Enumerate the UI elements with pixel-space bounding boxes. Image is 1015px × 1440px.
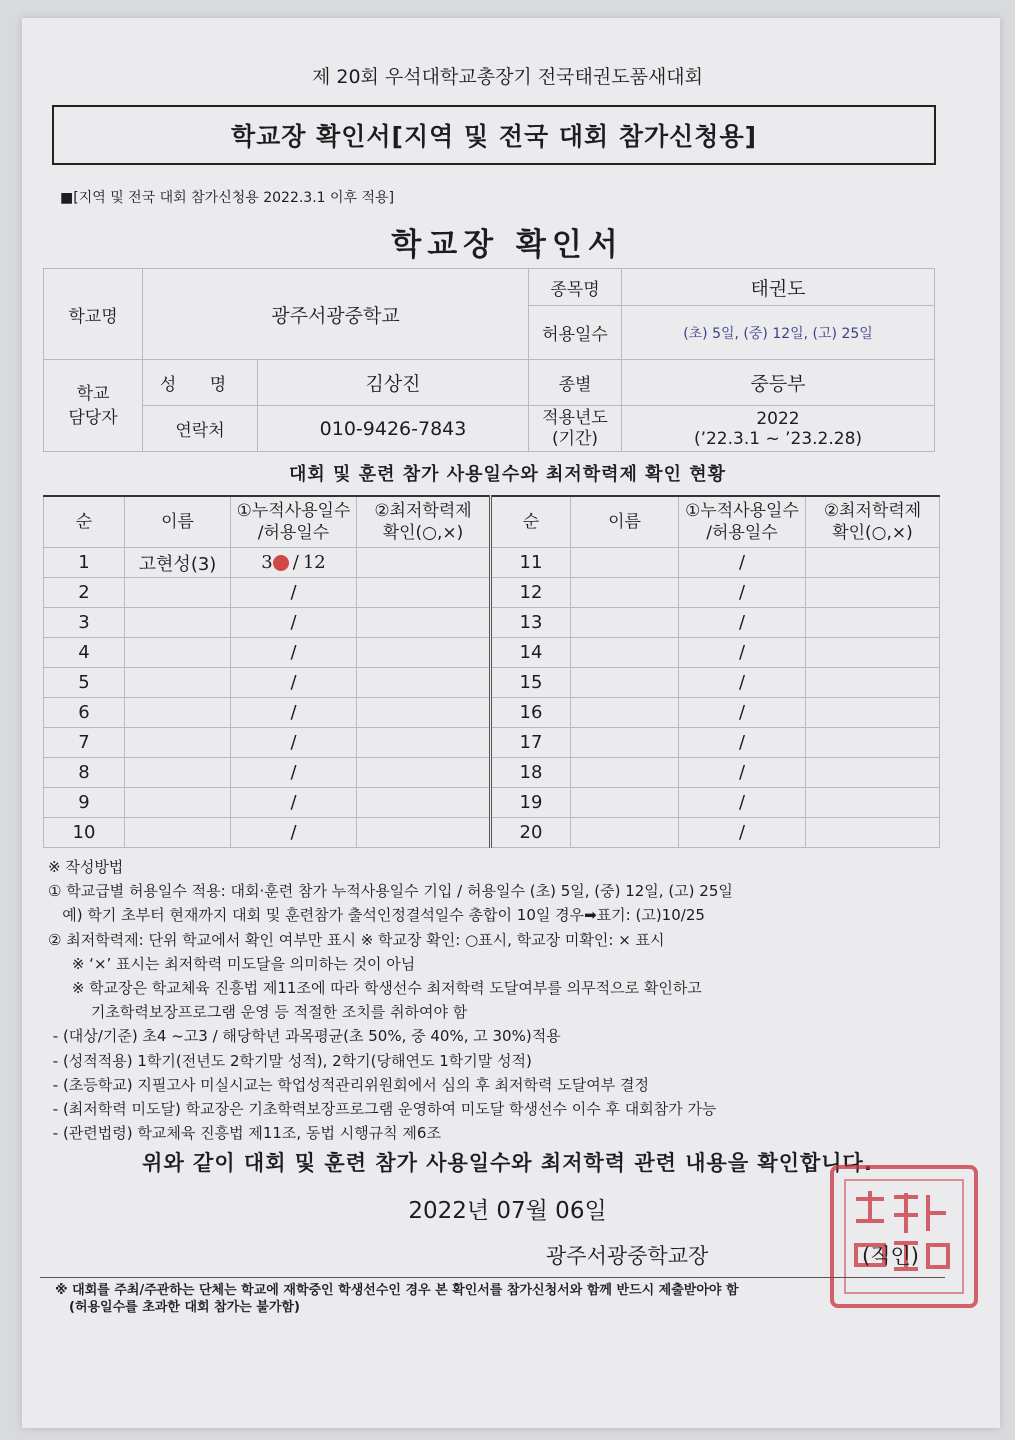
instruction-line: - (성적적용) 1학기(전년도 2학기말 성적), 2학기(당해연도 1학기말 성적) bbox=[48, 1051, 532, 1070]
check-cell bbox=[806, 608, 940, 638]
days-cell: / bbox=[679, 578, 806, 608]
school-label: 학교명 bbox=[44, 269, 143, 360]
row-number: 17 bbox=[491, 728, 571, 758]
instruction-line: ① 학교급별 허용일수 적용: 대회·훈련 참가 누적사용일수 기입 / 허용일수 (초) 5일, (중) 12일, (고) 25일 bbox=[48, 882, 733, 901]
row-number: 10 bbox=[44, 818, 125, 848]
row-number: 20 bbox=[491, 818, 571, 848]
check-cell bbox=[806, 548, 940, 578]
instruction-line: - (관련법령) 학교체육 진흥법 제11조, 동법 시행규칙 제6조 bbox=[48, 1124, 441, 1143]
contact-value: 010-9426-7843 bbox=[258, 406, 529, 452]
table-row bbox=[44, 578, 940, 608]
days-cell: / bbox=[679, 548, 806, 578]
check-cell bbox=[806, 698, 940, 728]
instructions bbox=[48, 855, 948, 1145]
table-row bbox=[44, 788, 940, 818]
check-cell bbox=[357, 788, 491, 818]
days-cell: / bbox=[231, 728, 357, 758]
days-cell: / bbox=[231, 668, 357, 698]
days-cell: / bbox=[679, 818, 806, 848]
check-cell bbox=[806, 788, 940, 818]
student-name bbox=[125, 818, 231, 848]
check-cell bbox=[357, 728, 491, 758]
col-days-right: ①누적사용일수 /허용일수 bbox=[679, 496, 806, 548]
table-row bbox=[44, 758, 940, 788]
row-number: 15 bbox=[491, 668, 571, 698]
days-cell: / bbox=[679, 728, 806, 758]
check-cell bbox=[357, 608, 491, 638]
instruction-line: ※ ‘×’ 표시는 최저학력 미도달을 의미하는 것이 아님 bbox=[48, 954, 416, 973]
row-number: 12 bbox=[491, 578, 571, 608]
table-row bbox=[44, 698, 940, 728]
days-cell: / bbox=[231, 638, 357, 668]
instruction-line: ② 최저학력제: 단위 학교에서 확인 여부만 표시 ※ 학교장 확인: ○표시, 학교장 미확인: × 표시 bbox=[48, 930, 665, 949]
row-number: 19 bbox=[491, 788, 571, 818]
instruction-line: 기초학력보장프로그램 운영 등 적절한 조치를 취하여야 함 bbox=[48, 1003, 468, 1022]
check-cell bbox=[357, 818, 491, 848]
check-cell bbox=[806, 638, 940, 668]
footnote-line-2: (허용일수를 초과한 대회 참가는 불가함) bbox=[69, 1300, 300, 1315]
check-cell bbox=[357, 578, 491, 608]
row-number: 11 bbox=[491, 548, 571, 578]
document-heading-box: 학교장 확인서[지역 및 전국 대회 참가신청용] bbox=[52, 105, 936, 165]
days-cell: / bbox=[231, 608, 357, 638]
instruction-line: - (최저학력 미도달) 학교장은 기초학력보장프로그램 운영하여 미도달 학생선수 이수 후 대회참가 가능 bbox=[48, 1100, 717, 1119]
col-name-right: 이름 bbox=[571, 496, 679, 548]
col-name-left: 이름 bbox=[125, 496, 231, 548]
footer-divider bbox=[40, 1277, 945, 1278]
check-cell bbox=[806, 578, 940, 608]
days-value: (초) 5일, (중) 12일, (고) 25일 bbox=[622, 306, 935, 360]
name-label: 성 명 bbox=[143, 360, 258, 406]
issue-date: 2022년 07월 06일 bbox=[408, 1198, 607, 1224]
student-name bbox=[571, 728, 679, 758]
row-number: 18 bbox=[491, 758, 571, 788]
year-value: 2022 bbox=[756, 408, 800, 429]
check-cell bbox=[806, 758, 940, 788]
division-value: 중등부 bbox=[622, 360, 935, 406]
official-seal bbox=[830, 1165, 978, 1308]
event-value: 태권도 bbox=[622, 269, 935, 306]
row-number: 8 bbox=[44, 758, 125, 788]
correction-stamp bbox=[273, 555, 289, 571]
row-number: 16 bbox=[491, 698, 571, 728]
principal-title: 광주서광중학교장 bbox=[546, 1244, 709, 1268]
days-cell: / bbox=[231, 698, 357, 728]
row-number: 13 bbox=[491, 608, 571, 638]
student-name bbox=[125, 758, 231, 788]
days-cell: / bbox=[231, 758, 357, 788]
instruction-line: - (대상/기준) 초4 ~고3 / 해당학년 과목평균(초 50%, 중 40%, 고 30%)적용 bbox=[48, 1027, 561, 1046]
student-name bbox=[125, 638, 231, 668]
confirm-statement: 위와 같이 대회 및 훈련 참가 사용일수와 최저학력 관련 내용을 확인합니다. bbox=[142, 1151, 873, 1175]
usage-section-title: 대회 및 훈련 참가 사용일수와 최저학력제 확인 현황 bbox=[288, 464, 726, 485]
col-check-right: ②최저학력제 확인(○,×) bbox=[806, 496, 940, 548]
instruction-line: 예) 학기 초부터 현재까지 대회 및 훈련참가 출석인정결석일수 총합이 10일 경우➡표기: (고)10/25 bbox=[48, 906, 705, 925]
instruction-line: ※ 작성방법 bbox=[48, 858, 124, 876]
used-days: 3 bbox=[261, 552, 273, 573]
check-cell bbox=[357, 548, 491, 578]
event-title: 제 20회 우석대학교총장기 전국태권도품새대회 bbox=[311, 66, 704, 88]
row-number: 1 bbox=[44, 548, 125, 578]
check-cell bbox=[357, 698, 491, 728]
instruction-line: ※ 학교장은 학교체육 진흥법 제11조에 따라 학생선수 최저학력 도달여부를 의무적으로 확인하고 bbox=[48, 979, 702, 998]
manager-label: 학교 담당자 bbox=[44, 360, 143, 452]
check-cell bbox=[357, 668, 491, 698]
row-number: 7 bbox=[44, 728, 125, 758]
student-name bbox=[571, 758, 679, 788]
check-cell bbox=[806, 728, 940, 758]
instruction-line: - (초등학교) 지필고사 미실시교는 학업성적관리위원회에서 심의 후 최저학력 도달여부 결정 bbox=[48, 1075, 649, 1094]
footnote-line-1: ※ 대회를 주최/주관하는 단체는 학교에 재학중인 학생선수인 경우 본 확인서를 참가신청서와 함께 반드시 제출받아야 함 bbox=[55, 1283, 739, 1298]
table-row bbox=[44, 668, 940, 698]
row-number: 2 bbox=[44, 578, 125, 608]
student-name bbox=[125, 608, 231, 638]
table-row bbox=[44, 638, 940, 668]
check-cell bbox=[806, 668, 940, 698]
col-check-left: ②최저학력제 확인(○,×) bbox=[357, 496, 491, 548]
table-row bbox=[44, 728, 940, 758]
apply-note: ■[지역 및 전국 대회 참가신청용 2022.3.1 이후 적용] bbox=[60, 190, 395, 206]
usage-table bbox=[43, 495, 940, 848]
table-row bbox=[44, 548, 940, 578]
student-name bbox=[571, 668, 679, 698]
check-cell bbox=[357, 638, 491, 668]
student-name bbox=[125, 698, 231, 728]
student-name bbox=[125, 578, 231, 608]
division-label: 종별 bbox=[529, 360, 622, 406]
student-name bbox=[571, 638, 679, 668]
check-cell bbox=[806, 818, 940, 848]
student-name bbox=[571, 548, 679, 578]
col-num-right: 순 bbox=[491, 496, 571, 548]
days-cell: / bbox=[679, 668, 806, 698]
slash: / bbox=[292, 552, 299, 573]
days-cell: / bbox=[679, 638, 806, 668]
row-number: 6 bbox=[44, 698, 125, 728]
row-number: 9 bbox=[44, 788, 125, 818]
col-num-left: 순 bbox=[44, 496, 125, 548]
allowed-days: 12 bbox=[302, 552, 326, 573]
row-number: 14 bbox=[491, 638, 571, 668]
student-name bbox=[125, 788, 231, 818]
footnote bbox=[55, 1282, 739, 1316]
student-name bbox=[571, 818, 679, 848]
school-value: 광주서광중학교 bbox=[143, 269, 529, 360]
student-name bbox=[125, 728, 231, 758]
period-value: (’22.3.1 ~ ’23.2.28) bbox=[693, 428, 863, 449]
year-label: 적용년도 (기간) bbox=[529, 406, 622, 452]
student-name bbox=[571, 788, 679, 818]
days-label: 허용일수 bbox=[529, 306, 622, 360]
contact-label: 연락처 bbox=[143, 406, 258, 452]
row-number: 4 bbox=[44, 638, 125, 668]
student-name bbox=[571, 698, 679, 728]
table-row bbox=[44, 818, 940, 848]
days-cell: / bbox=[679, 788, 806, 818]
col-days-left: ①누적사용일수 /허용일수 bbox=[231, 496, 357, 548]
check-cell bbox=[357, 758, 491, 788]
student-name bbox=[571, 608, 679, 638]
days-cell: / bbox=[679, 608, 806, 638]
seal-label: (직인) bbox=[862, 1244, 919, 1268]
days-cell: / bbox=[231, 578, 357, 608]
days-cell: / bbox=[231, 788, 357, 818]
student-name bbox=[571, 578, 679, 608]
year-cell bbox=[622, 406, 935, 452]
event-label: 종목명 bbox=[529, 269, 622, 306]
school-info-table bbox=[43, 268, 935, 452]
days-cell: / bbox=[679, 758, 806, 788]
row-number: 3 bbox=[44, 608, 125, 638]
row-number: 5 bbox=[44, 668, 125, 698]
days-cell: / bbox=[231, 818, 357, 848]
student-name bbox=[125, 668, 231, 698]
student-name: 고현성(3) bbox=[125, 548, 231, 578]
main-title: 학교장 확인서 bbox=[391, 227, 624, 263]
days-cell bbox=[231, 548, 357, 578]
days-cell: / bbox=[679, 698, 806, 728]
table-row bbox=[44, 608, 940, 638]
name-value: 김상진 bbox=[258, 360, 529, 406]
